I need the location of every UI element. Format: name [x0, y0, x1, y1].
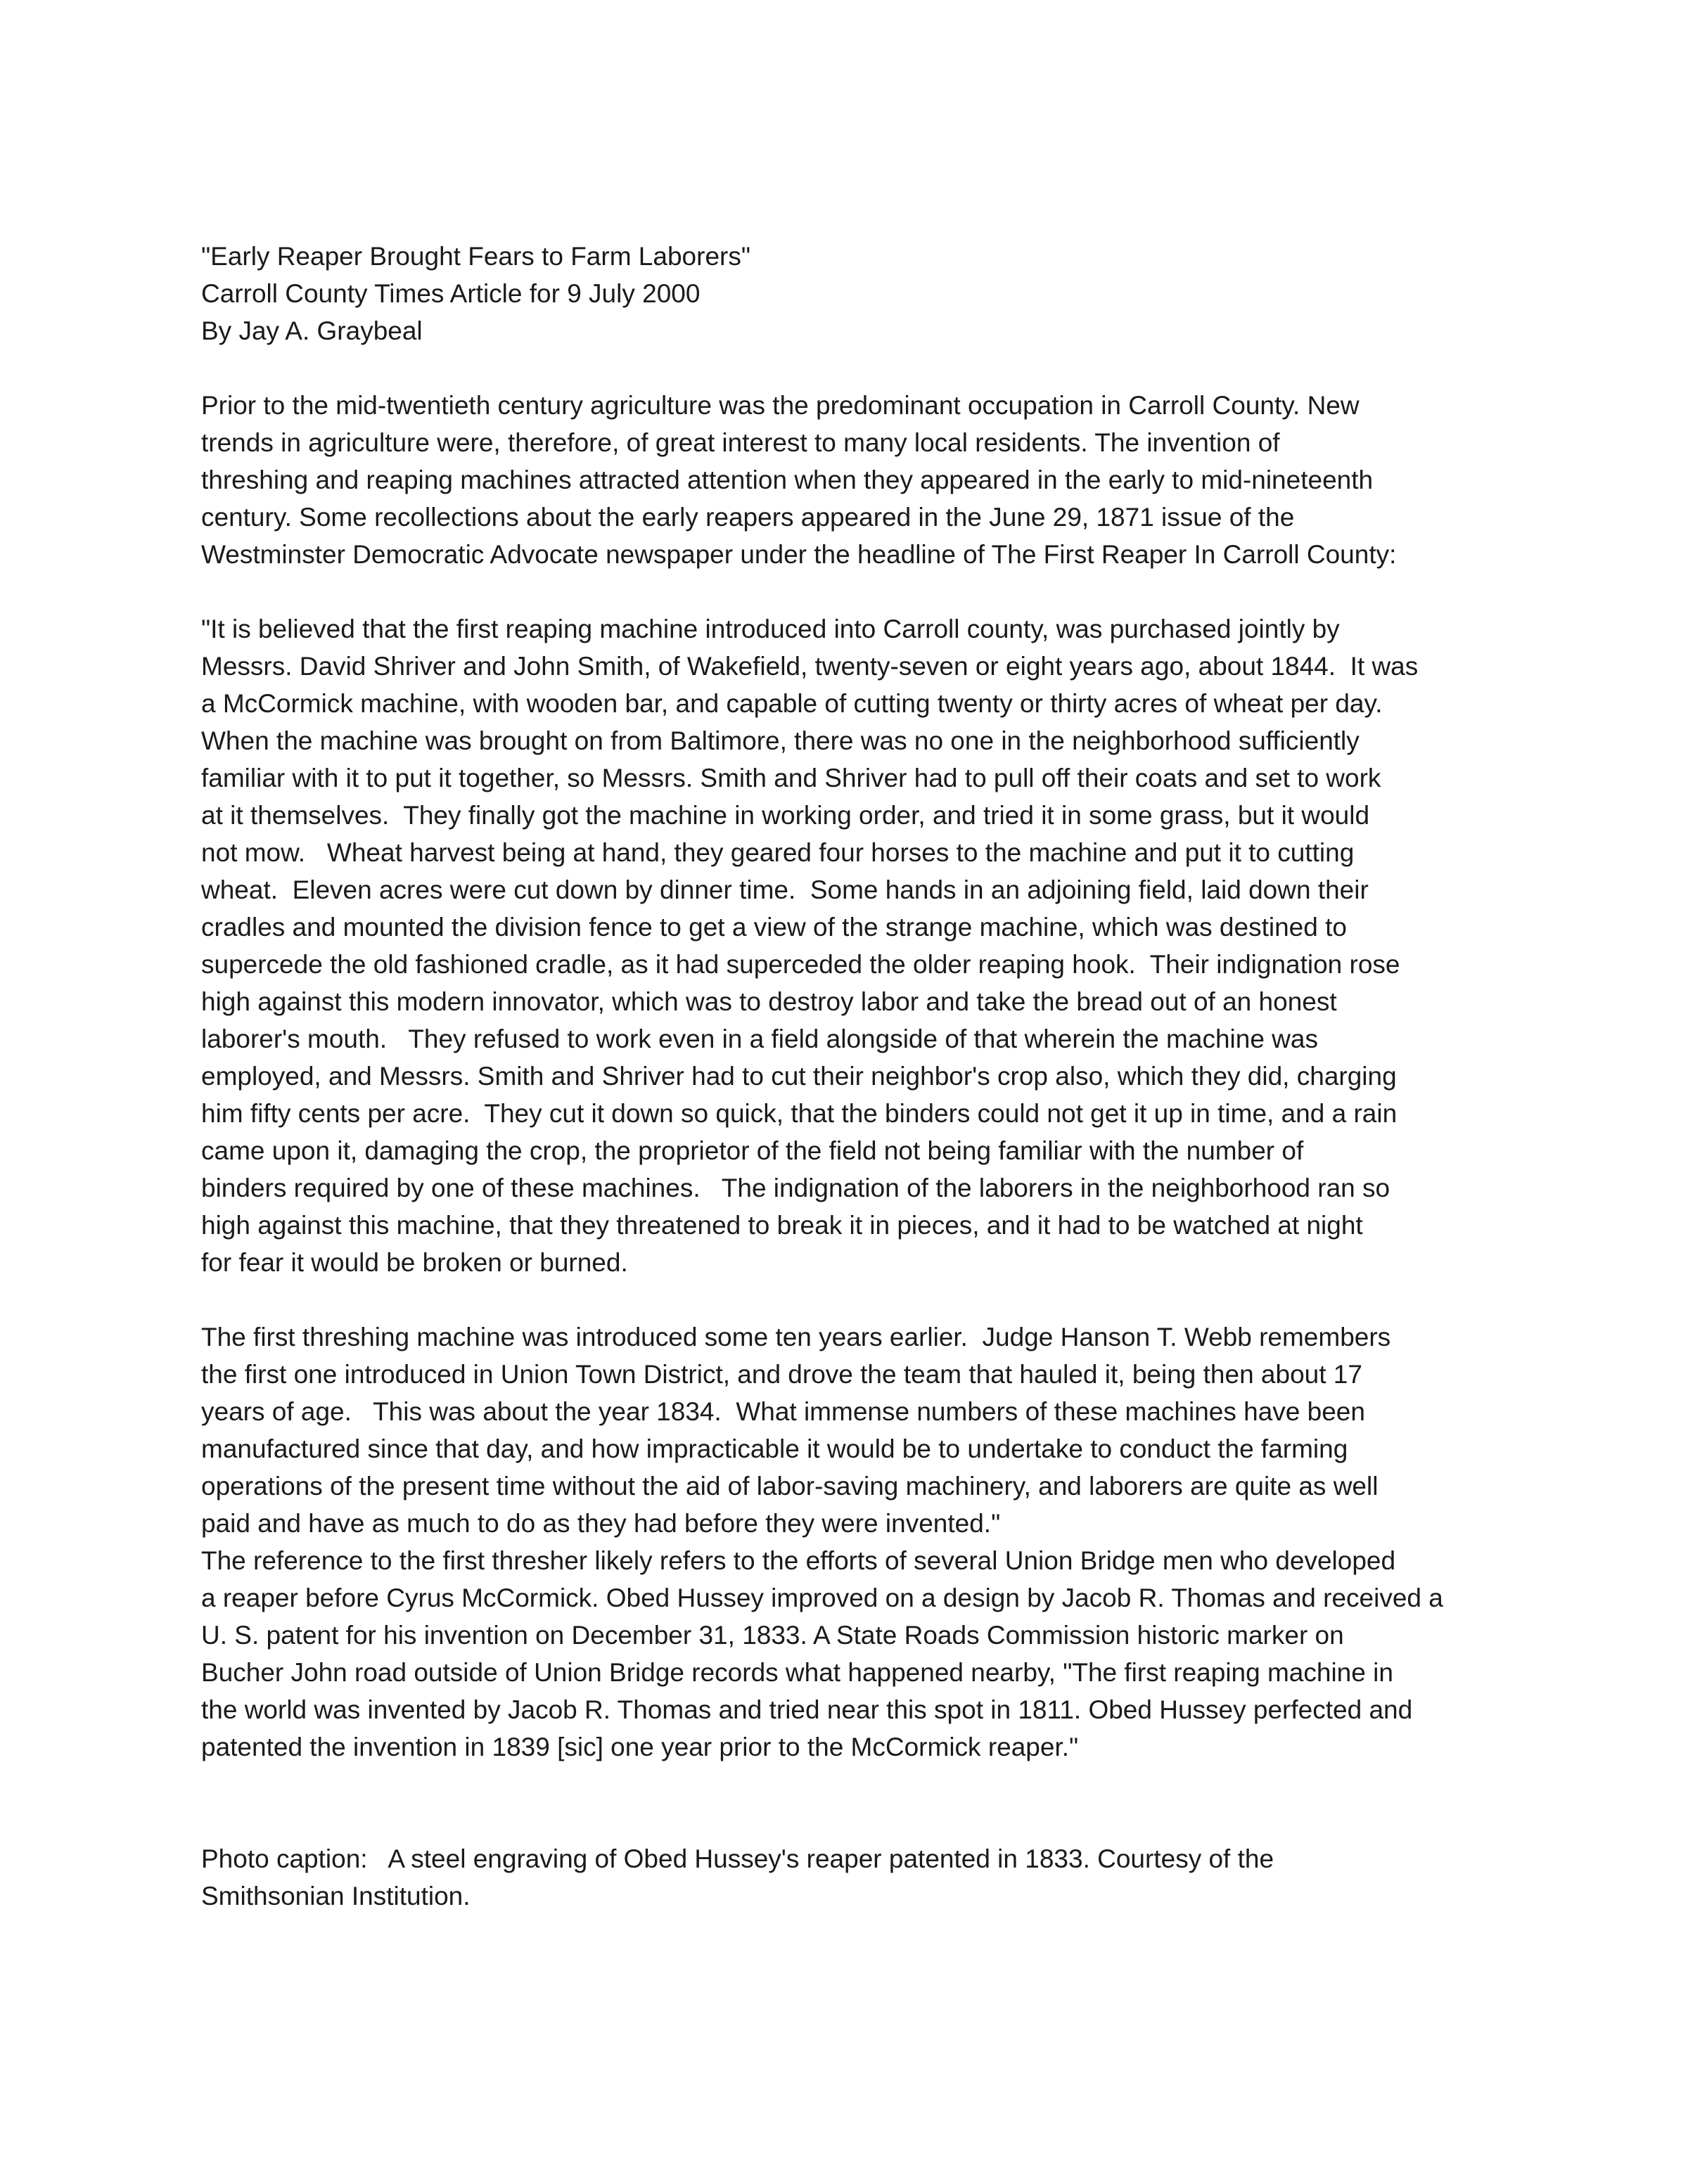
text-line: century. Some recollections about the early reapers appeared in the June 29, 1871 issue of the: [201, 503, 1295, 532]
text-line: Westminster Democratic Advocate newspaper under the headline of The First Reaper In Carroll County:: [201, 540, 1397, 569]
quote-paragraph: [201, 610, 1512, 1281]
text-line: him fifty cents per acre. They cut it down so quick, that the binders could not get it up in time, and a rain: [201, 1099, 1398, 1128]
text-line: a reaper before Cyrus McCormick. Obed Hussey improved on a design by Jacob R. Thomas and received a: [201, 1584, 1443, 1612]
text-line: operations of the present time without the aid of labor-saving machinery, and laborers are quite as well: [201, 1472, 1379, 1501]
text-line: a McCormick machine, with wooden bar, and capable of cutting twenty or thirty acres of wheat per day.: [201, 689, 1383, 718]
text-line: not mow. Wheat harvest being at hand, they geared four horses to the machine and put it to cutting: [201, 838, 1355, 867]
paragraph-spacer: [201, 1281, 1512, 1318]
text-line: came upon it, damaging the crop, the proprietor of the field not being familiar with the number of: [201, 1136, 1304, 1165]
text-line: high against this modern innovator, which was to destroy labor and take the bread out of an honest: [201, 987, 1337, 1016]
text-line: patented the invention in 1839 [sic] one year prior to the McCormick reaper.": [201, 1733, 1079, 1761]
photo-caption: [201, 1840, 1512, 1915]
article-title: "Early Reaper Brought Fears to Farm Laborers": [201, 242, 750, 271]
text-line: The reference to the first thresher likely refers to the efforts of several Union Bridge men who developed: [201, 1546, 1396, 1575]
text-line: employed, and Messrs. Smith and Shriver had to cut their neighbor's crop also, which they did, charging: [201, 1062, 1397, 1091]
paragraph-spacer: [201, 573, 1512, 610]
text-line: supercede the old fashioned cradle, as it had superceded the older reaping hook. Their indignation rose: [201, 950, 1400, 979]
text-line: the world was invented by Jacob R. Thomas and tried near this spot in 1811. Obed Hussey perfected and: [201, 1695, 1413, 1724]
text-line: familiar with it to put it together, so Messrs. Smith and Shriver had to pull off their coats and set to work: [201, 764, 1381, 792]
text-line: threshing and reaping machines attracted attention when they appeared in the early to mid-nineteenth: [201, 465, 1374, 494]
text-line: paid and have as much to do as they had before they were invented.": [201, 1509, 1001, 1538]
text-line: Photo caption: A steel engraving of Obed Hussey's reaper patented in 1833. Courtesy of the: [201, 1844, 1274, 1873]
thresher-paragraph: [201, 1318, 1512, 1766]
text-line: When the machine was brought on from Baltimore, there was no one in the neighborhood sufficiently: [201, 726, 1360, 755]
intro-paragraph: [201, 387, 1512, 573]
text-line: laborer's mouth. They refused to work even in a field alongside of that wherein the machine was: [201, 1024, 1318, 1053]
text-line: Messrs. David Shriver and John Smith, of Wakefield, twenty-seven or eight years ago, about 1844. It was: [201, 652, 1419, 681]
text-line: for fear it would be broken or burned.: [201, 1248, 628, 1277]
text-line: trends in agriculture were, therefore, of great interest to many local residents. The invention of: [201, 428, 1280, 457]
text-line: manufactured since that day, and how impracticable it would be to undertake to conduct the farming: [201, 1434, 1348, 1463]
paragraph-spacer: [201, 1766, 1512, 1840]
text-line: "It is believed that the first reaping machine introduced into Carroll county, was purchased jointly by: [201, 615, 1340, 643]
text-line: wheat. Eleven acres were cut down by dinner time. Some hands in an adjoining field, laid down their: [201, 875, 1369, 904]
article-byline: By Jay A. Graybeal: [201, 316, 423, 345]
text-line: at it themselves. They finally got the machine in working order, and tried it in some grass, but it would: [201, 801, 1370, 830]
article-publication: Carroll County Times Article for 9 July 2000: [201, 279, 701, 308]
text-line: high against this machine, that they threatened to break it in pieces, and it had to be watched at night: [201, 1211, 1363, 1240]
text-line: the first one introduced in Union Town District, and drove the team that hauled it, being then about 17: [201, 1360, 1362, 1389]
article-body: [201, 238, 1512, 1915]
text-line: cradles and mounted the division fence to get a view of the strange machine, which was destined to: [201, 913, 1347, 942]
text-line: binders required by one of these machines. The indignation of the laborers in the neighborhood ran so: [201, 1174, 1390, 1202]
article-header: [201, 238, 1512, 349]
text-line: Prior to the mid-twentieth century agriculture was the predominant occupation in Carroll County. New: [201, 391, 1360, 420]
text-line: Bucher John road outside of Union Bridge records what happened nearby, "The first reaping machine in: [201, 1658, 1393, 1687]
text-line: The first threshing machine was introduced some ten years earlier. Judge Hanson T. Webb remembers: [201, 1323, 1391, 1351]
text-line: Smithsonian Institution.: [201, 1882, 471, 1910]
paragraph-spacer: [201, 349, 1512, 387]
text-line: U. S. patent for his invention on December 31, 1833. A State Roads Commission historic marker on: [201, 1621, 1344, 1650]
text-line: years of age. This was about the year 1834. What immense numbers of these machines have been: [201, 1397, 1365, 1426]
